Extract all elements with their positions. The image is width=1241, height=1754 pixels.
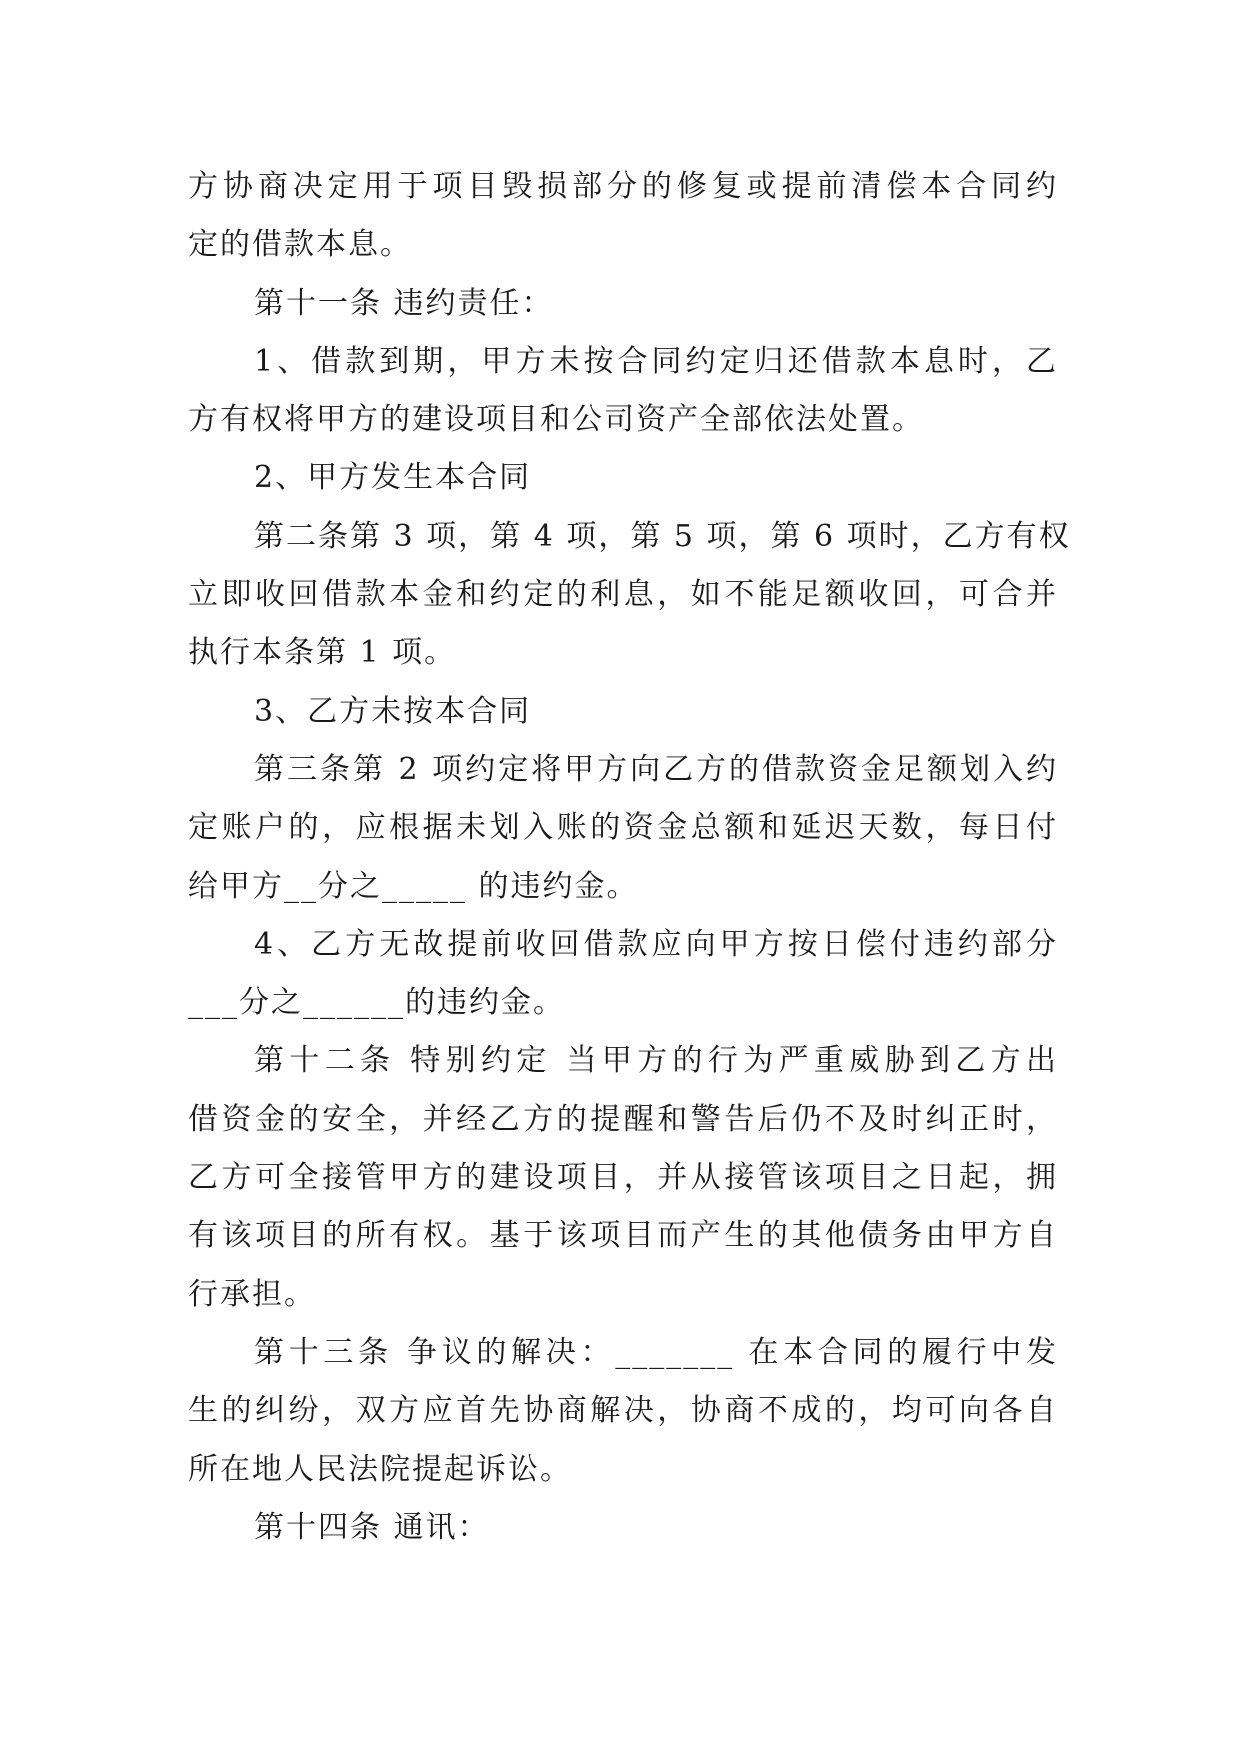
text-line: 第十三条 争议的解决：_______ 在本合同的履行中发 — [254, 1334, 1058, 1370]
text-line: 生的纠纷，双方应首先协商解决，协商不成的，均可向各自 — [188, 1393, 1058, 1429]
text-line: 执行本条第 1 项。 — [188, 635, 457, 671]
text-line: 3、乙方未按本合同 — [254, 693, 532, 729]
text-line: 方有权将甲方的建设项目和公司资产全部依法处置。 — [188, 402, 924, 438]
text-line: 4、乙方无故提前收回借款应向甲方按日偿付违约部分 — [254, 926, 1058, 962]
text-line: 借资金的安全，并经乙方的提醒和警告后仍不及时纠正时， — [188, 1101, 1058, 1137]
text-line: 2、甲方发生本合同 — [254, 460, 532, 496]
text-line: 1、借款到期，甲方未按合同约定归还借款本息时，乙 — [254, 343, 1058, 379]
text-line: 乙方可全接管甲方的建设项目，并从接管该项目之日起，拥 — [188, 1160, 1058, 1196]
text-line: 第十一条 违约责任： — [254, 285, 554, 321]
text-line: 有该项目的所有权。基于该项目而产生的其他债务由甲方自 — [188, 1218, 1058, 1254]
text-line: 给甲方__分之_____ 的违约金。 — [188, 868, 639, 904]
text-line: 第三条第 2 项约定将甲方向乙方的借款资金足额划入约 — [254, 751, 1058, 787]
text-line: 第二条第 3 项，第 4 项，第 5 项，第 6 项时，乙方有权 — [254, 518, 1071, 554]
document-body — [188, 158, 1071, 1557]
text-line: 立即收回借款本金和约定的利息，如不能足额收回，可合并 — [188, 577, 1058, 613]
text-line: ___分之______的违约金。 — [188, 985, 565, 1021]
text-line: 第十四条 通讯： — [254, 1509, 490, 1545]
text-line: 定账户的，应根据未划入账的资金总额和延迟天数，每日付 — [188, 810, 1058, 846]
text-line: 第十二条 特别约定 当甲方的行为严重威胁到乙方出 — [254, 1043, 1058, 1079]
text-line: 行承担。 — [188, 1276, 316, 1312]
text-line: 所在地人民法院提起诉讼。 — [188, 1451, 572, 1487]
text-line: 定的借款本息。 — [188, 227, 412, 263]
text-line: 方协商决定用于项目毁损部分的修复或提前清偿本合同约 — [188, 169, 1058, 204]
